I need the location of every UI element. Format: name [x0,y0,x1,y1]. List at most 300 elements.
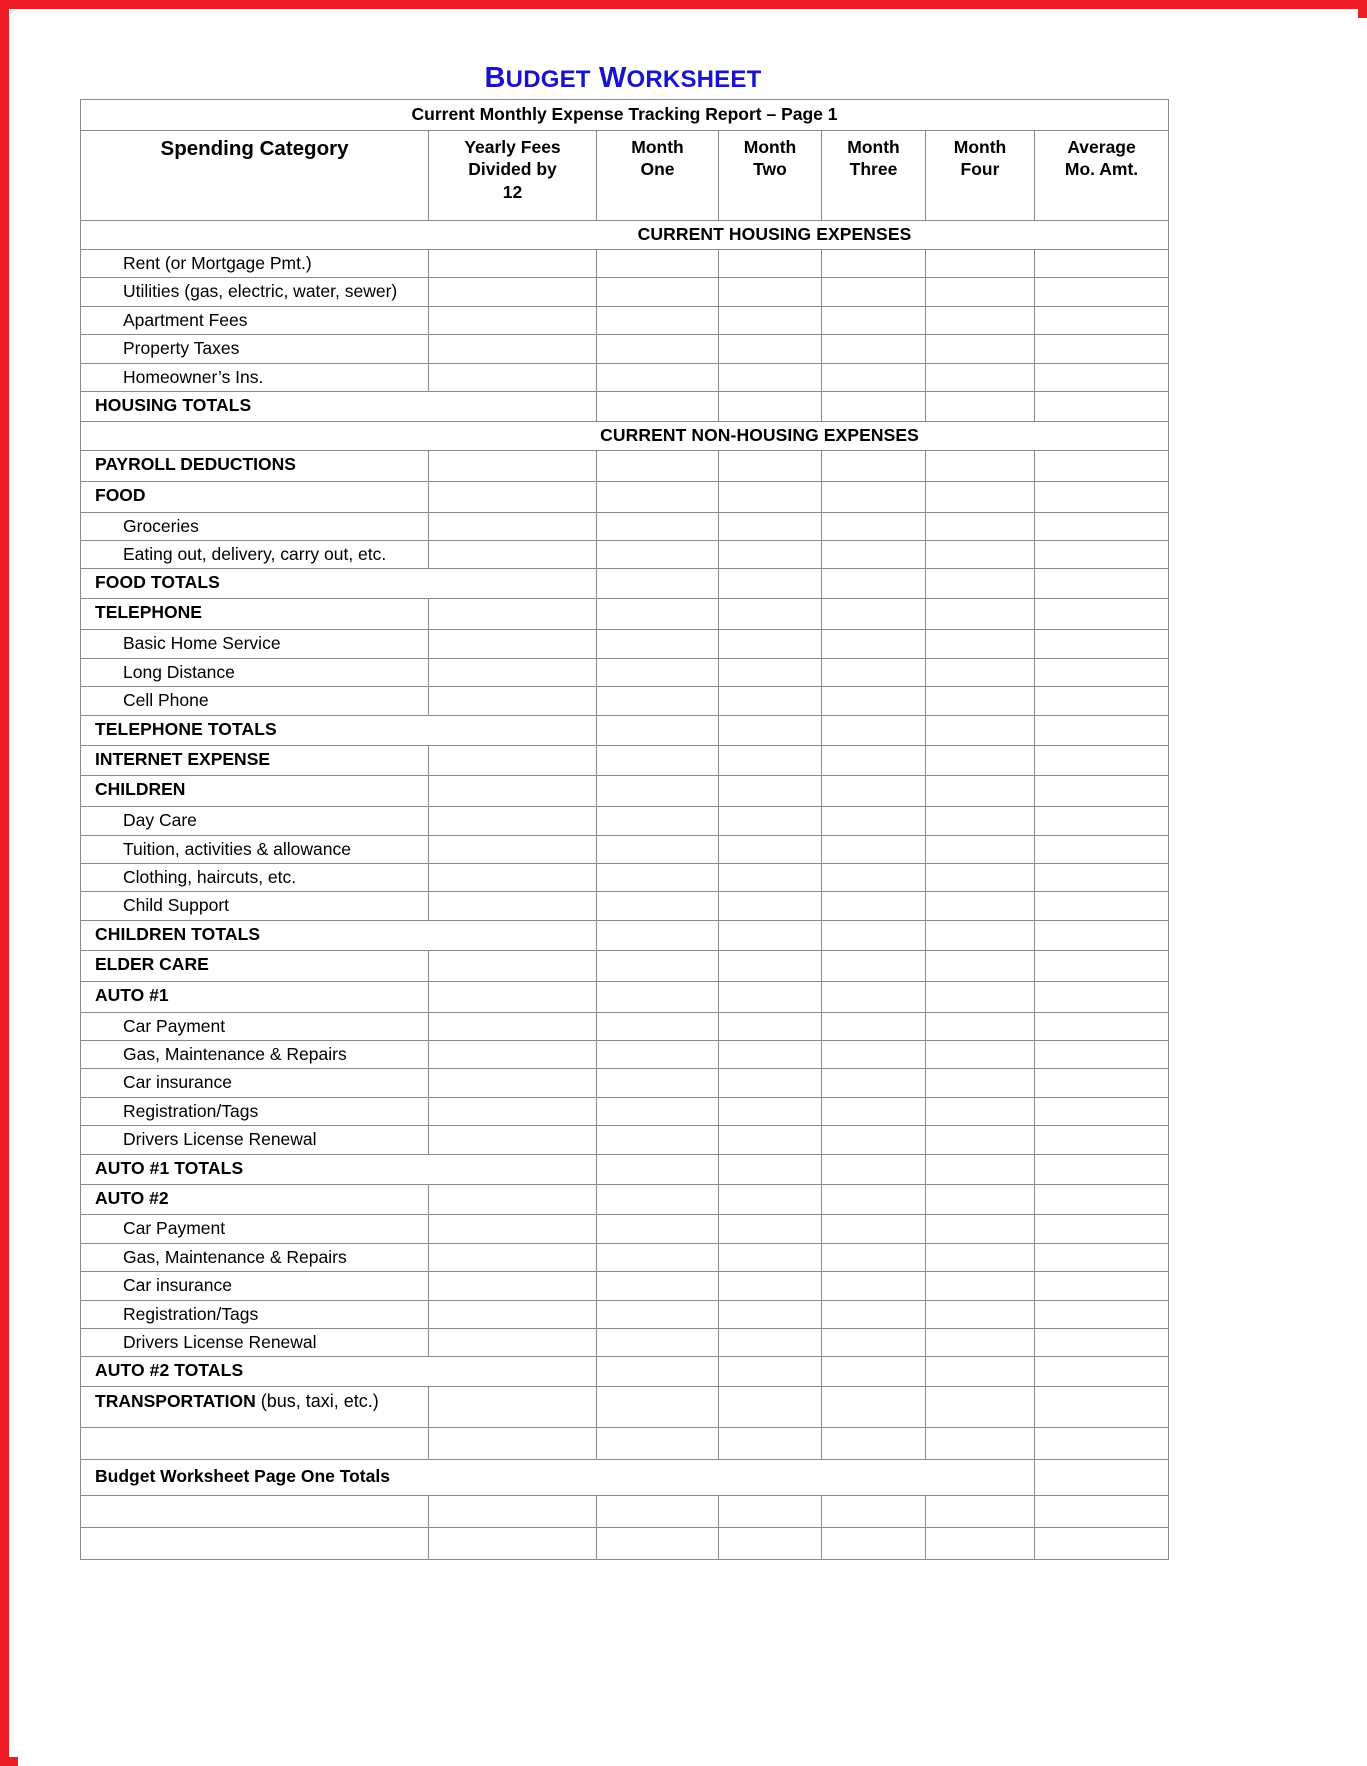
row-value-cell-3[interactable] [719,1387,822,1428]
row-value-cell-6[interactable] [1035,1040,1169,1068]
row-value-cell-6[interactable] [1035,450,1169,481]
row-value-cell-6[interactable] [1035,1097,1169,1125]
table-row-section-totals [81,1357,1169,1387]
row-value-cell-6[interactable] [1035,687,1169,715]
row-label: Apartment Fees [81,306,429,334]
table-row-item [81,687,1169,715]
row-value-cell-4[interactable] [822,835,926,863]
row-value-cell-5[interactable] [926,658,1035,686]
totals-value-cell-3[interactable] [822,715,926,745]
blank-value-cell-5[interactable] [926,1496,1035,1528]
row-label: ELDER CARE [81,950,429,981]
row-label: AUTO #2 [81,1184,429,1215]
row-value-cell-2[interactable] [597,1300,719,1328]
row-value-cell-5[interactable] [926,363,1035,391]
row-value-cell-1[interactable] [429,835,597,863]
row-value-cell-4[interactable] [822,481,926,512]
row-value-cell-3[interactable] [719,278,822,306]
row-value-cell-5[interactable] [926,745,1035,776]
row-value-cell-6[interactable] [1035,1300,1169,1328]
row-value-cell-1[interactable] [429,658,597,686]
row-value-cell-3[interactable] [719,776,822,807]
row-value-cell-3[interactable] [719,1328,822,1356]
row-value-cell-4[interactable] [822,1040,926,1068]
row-value-cell-5[interactable] [926,892,1035,920]
row-value-cell-2[interactable] [597,892,719,920]
row-value-cell-3[interactable] [719,981,822,1012]
row-label: Car insurance [81,1069,429,1097]
row-value-cell-2[interactable] [597,1126,719,1154]
row-value-cell-6[interactable] [1035,541,1169,569]
row-value-cell-5[interactable] [926,512,1035,540]
average-line1: Average [1067,137,1136,157]
row-value-cell-4[interactable] [822,687,926,715]
blank-value-cell-3[interactable] [719,1528,822,1560]
row-value-cell-3[interactable] [719,335,822,363]
row-value-cell-3[interactable] [719,1097,822,1125]
table-row-item [81,1215,1169,1243]
row-value-cell-3[interactable] [719,687,822,715]
row-value-cell-3[interactable] [719,1215,822,1243]
row-value-cell-3[interactable] [719,950,822,981]
row-value-cell-1[interactable] [429,1040,597,1068]
totals-value-cell-5[interactable] [1035,715,1169,745]
row-value-cell-6[interactable] [1035,776,1169,807]
column-header-month-four [926,131,1035,221]
row-value-cell-3[interactable] [719,745,822,776]
row-value-cell-1[interactable] [429,335,597,363]
table-row-section-totals [81,1154,1169,1184]
row-value-cell-6[interactable] [1035,335,1169,363]
row-value-cell-1[interactable] [429,599,597,630]
blank-value-cell-1[interactable] [429,1428,597,1460]
row-value-cell-5[interactable] [926,687,1035,715]
row-value-cell-4[interactable] [822,658,926,686]
row-value-cell-3[interactable] [719,450,822,481]
row-value-cell-2[interactable] [597,776,719,807]
totals-value-cell-5[interactable] [1035,920,1169,950]
blank-value-cell-1[interactable] [429,1528,597,1560]
row-value-cell-4[interactable] [822,1097,926,1125]
row-value-cell-5[interactable] [926,1040,1035,1068]
totals-value-cell-4[interactable] [926,920,1035,950]
row-value-cell-1[interactable] [429,1126,597,1154]
row-value-cell-4[interactable] [822,1069,926,1097]
row-value-cell-4[interactable] [822,363,926,391]
row-value-cell-1[interactable] [429,864,597,892]
row-value-cell-4[interactable] [822,630,926,658]
row-value-cell-4[interactable] [822,1300,926,1328]
row-value-cell-4[interactable] [822,807,926,835]
row-value-cell-2[interactable] [597,1097,719,1125]
totals-value-cell-2[interactable] [719,920,822,950]
table-row-column-headers [81,131,1169,221]
row-value-cell-6[interactable] [1035,1184,1169,1215]
table-row-item [81,864,1169,892]
table-row-section-totals [81,920,1169,950]
totals-value-cell-4[interactable] [926,1357,1035,1387]
report-banner: Current Monthly Expense Tracking Report – Page 1 [81,100,1169,131]
row-value-cell-6[interactable] [1035,950,1169,981]
row-value-cell-1[interactable] [429,250,597,278]
row-value-cell-2[interactable] [597,687,719,715]
row-value-cell-6[interactable] [1035,1069,1169,1097]
row-value-cell-2[interactable] [597,512,719,540]
row-value-cell-5[interactable] [926,599,1035,630]
blank-value-cell-1[interactable] [429,1496,597,1528]
row-value-cell-1[interactable] [429,1097,597,1125]
row-value-cell-1[interactable] [429,1387,597,1428]
row-value-cell-3[interactable] [719,1012,822,1040]
row-value-cell-5[interactable] [926,541,1035,569]
row-value-cell-5[interactable] [926,835,1035,863]
row-value-cell-5[interactable] [926,306,1035,334]
row-value-cell-3[interactable] [719,599,822,630]
row-value-cell-6[interactable] [1035,1126,1169,1154]
blank-value-cell-3[interactable] [719,1496,822,1528]
blank-value-cell-2[interactable] [597,1496,719,1528]
row-label-totals: HOUSING TOTALS [81,391,597,421]
blank-value-cell-5[interactable] [926,1428,1035,1460]
row-value-cell-5[interactable] [926,864,1035,892]
totals-value-cell-2[interactable] [719,391,822,421]
row-value-cell-4[interactable] [822,1184,926,1215]
row-value-cell-1[interactable] [429,481,597,512]
row-value-cell-5[interactable] [926,481,1035,512]
totals-value-cell-5[interactable] [1035,391,1169,421]
row-value-cell-1[interactable] [429,363,597,391]
totals-value-cell-4[interactable] [926,569,1035,599]
row-value-cell-3[interactable] [719,1243,822,1271]
totals-value-cell-5[interactable] [1035,569,1169,599]
table-row-section-totals [81,715,1169,745]
row-value-cell-1[interactable] [429,306,597,334]
row-label: Car Payment [81,1215,429,1243]
row-value-cell-1[interactable] [429,512,597,540]
row-value-cell-3[interactable] [719,512,822,540]
row-value-cell-2[interactable] [597,1243,719,1271]
row-value-cell-6[interactable] [1035,807,1169,835]
row-value-cell-6[interactable] [1035,512,1169,540]
blank-value-cell-4[interactable] [822,1496,926,1528]
totals-value-cell-3[interactable] [822,1154,926,1184]
group-label-suffix: (bus, taxi, etc.) [255,1391,379,1412]
blank-value-cell-4[interactable] [822,1528,926,1560]
totals-value-cell-1[interactable] [597,569,719,599]
budget-worksheet-table [80,99,1169,1560]
row-value-cell-5[interactable] [926,1126,1035,1154]
row-value-cell-5[interactable] [926,1300,1035,1328]
totals-value-cell-2[interactable] [719,1357,822,1387]
row-label-blank[interactable] [81,1528,429,1560]
row-value-cell-2[interactable] [597,306,719,334]
table-row-item [81,1069,1169,1097]
totals-value-cell-1[interactable] [597,1154,719,1184]
row-value-cell-2[interactable] [597,278,719,306]
row-label: Gas, Maintenance & Repairs [81,1243,429,1271]
table-row-nonhousing-banner [81,421,1169,450]
row-value-cell-1[interactable] [429,1243,597,1271]
row-value-cell-5[interactable] [926,1069,1035,1097]
row-value-cell-4[interactable] [822,745,926,776]
row-value-cell-2[interactable] [597,630,719,658]
totals-value-cell-3[interactable] [822,920,926,950]
row-value-cell-4[interactable] [822,981,926,1012]
row-value-cell-4[interactable] [822,599,926,630]
totals-value-cell-2[interactable] [719,715,822,745]
blank-value-cell-4[interactable] [822,1428,926,1460]
row-label: Property Taxes [81,335,429,363]
table-row-item [81,1272,1169,1300]
row-value-cell-3[interactable] [719,481,822,512]
row-value-cell-6[interactable] [1035,1328,1169,1356]
row-value-cell-4[interactable] [822,1012,926,1040]
row-value-cell-6[interactable] [1035,864,1169,892]
row-label: Utilities (gas, electric, water, sewer) [81,278,429,306]
page-title-w: W [598,62,627,94]
totals-value-cell-3[interactable] [822,391,926,421]
row-value-cell-1[interactable] [429,950,597,981]
row-value-cell-6[interactable] [1035,1012,1169,1040]
row-value-cell-4[interactable] [822,892,926,920]
row-label-blank[interactable] [81,1496,429,1528]
row-value-cell-6[interactable] [1035,892,1169,920]
row-value-cell-2[interactable] [597,541,719,569]
row-value-cell-1[interactable] [429,1012,597,1040]
row-value-cell-2[interactable] [597,864,719,892]
table-row-item [81,807,1169,835]
row-label: CHILDREN [81,776,429,807]
row-value-cell-2[interactable] [597,745,719,776]
row-value-cell-3[interactable] [719,1300,822,1328]
row-label: Homeowner’s Ins. [81,363,429,391]
row-value-cell-1[interactable] [429,1272,597,1300]
row-value-cell-1[interactable] [429,892,597,920]
row-value-cell-4[interactable] [822,864,926,892]
row-value-cell-6[interactable] [1035,363,1169,391]
row-value-cell-6[interactable] [1035,1243,1169,1271]
totals-value-cell-4[interactable] [926,715,1035,745]
blank-value-cell-3[interactable] [719,1428,822,1460]
row-value-cell-4[interactable] [822,776,926,807]
table-row-group-header [81,745,1169,776]
row-value-cell-2[interactable] [597,335,719,363]
row-value-cell-5[interactable] [926,981,1035,1012]
row-value-cell-5[interactable] [926,1012,1035,1040]
totals-value-cell-3[interactable] [822,569,926,599]
row-value-cell-1[interactable] [429,450,597,481]
row-value-cell-5[interactable] [926,776,1035,807]
row-value-cell-2[interactable] [597,1387,719,1428]
row-value-cell-1[interactable] [429,1069,597,1097]
row-value-cell-6[interactable] [1035,1215,1169,1243]
row-value-cell-2[interactable] [597,450,719,481]
table-row-item [81,335,1169,363]
row-value-cell-3[interactable] [719,363,822,391]
row-value-cell-1[interactable] [429,1215,597,1243]
row-value-cell-2[interactable] [597,950,719,981]
row-value-cell-5[interactable] [926,335,1035,363]
table-row-group-header [81,481,1169,512]
totals-value-cell-1[interactable] [597,920,719,950]
page-title-b: B [484,62,506,94]
row-value-cell-6[interactable] [1035,278,1169,306]
row-value-cell-1[interactable] [429,687,597,715]
row-value-cell-6[interactable] [1035,745,1169,776]
table-row-group-header [81,950,1169,981]
row-value-cell-5[interactable] [926,1097,1035,1125]
row-value-cell-5[interactable] [926,630,1035,658]
totals-value-cell-5[interactable] [1035,1357,1169,1387]
row-value-cell-3[interactable] [719,1272,822,1300]
row-value-cell-6[interactable] [1035,599,1169,630]
row-value-cell-6[interactable] [1035,630,1169,658]
row-value-cell-4[interactable] [822,1387,926,1428]
row-value-cell-2[interactable] [597,807,719,835]
row-value-cell-1[interactable] [429,1300,597,1328]
row-value-cell-2[interactable] [597,1040,719,1068]
row-value-cell-5[interactable] [926,278,1035,306]
month-four-line2: Four [960,159,1000,180]
totals-value-cell-4[interactable] [926,391,1035,421]
row-value-cell-5[interactable] [926,1387,1035,1428]
row-value-cell-3[interactable] [719,835,822,863]
row-value-cell-4[interactable] [822,541,926,569]
blank-value-cell-5[interactable] [926,1528,1035,1560]
row-value-cell-4[interactable] [822,250,926,278]
row-value-cell-2[interactable] [597,1184,719,1215]
row-value-cell-4[interactable] [822,1328,926,1356]
row-value-cell-3[interactable] [719,1040,822,1068]
row-value-cell-3[interactable] [719,541,822,569]
totals-value-cell-4[interactable] [926,1154,1035,1184]
totals-value-cell-1[interactable] [597,391,719,421]
row-value-cell-1[interactable] [429,745,597,776]
row-value-cell-3[interactable] [719,250,822,278]
row-value-cell-4[interactable] [822,1126,926,1154]
totals-value-cell-5[interactable] [1035,1154,1169,1184]
row-value-cell-1[interactable] [429,630,597,658]
row-value-cell-2[interactable] [597,1272,719,1300]
table-row-section-totals [81,569,1169,599]
row-value-cell-6[interactable] [1035,1272,1169,1300]
row-value-cell-4[interactable] [822,278,926,306]
row-value-cell-4[interactable] [822,1243,926,1271]
row-value-cell-6[interactable] [1035,250,1169,278]
blank-value-cell-2[interactable] [597,1528,719,1560]
row-value-cell-4[interactable] [822,512,926,540]
row-value-cell-5[interactable] [926,950,1035,981]
row-value-cell-4[interactable] [822,1272,926,1300]
table-row-group-header [81,1184,1169,1215]
row-value-cell-4[interactable] [822,306,926,334]
totals-value-cell-1[interactable] [597,1357,719,1387]
row-value-cell-6[interactable] [1035,306,1169,334]
row-value-cell-4[interactable] [822,335,926,363]
row-value-cell-4[interactable] [822,450,926,481]
row-value-cell-6[interactable] [1035,981,1169,1012]
row-value-cell-1[interactable] [429,776,597,807]
row-value-cell-2[interactable] [597,1328,719,1356]
row-value-cell-1[interactable] [429,807,597,835]
table-row-item [81,630,1169,658]
row-value-cell-6[interactable] [1035,835,1169,863]
totals-value-cell-3[interactable] [822,1357,926,1387]
month-three-line2: Three [849,159,898,180]
row-value-cell-4[interactable] [822,950,926,981]
row-value-cell-2[interactable] [597,363,719,391]
row-value-cell-5[interactable] [926,807,1035,835]
row-value-cell-1[interactable] [429,1184,597,1215]
blank-value-cell-2[interactable] [597,1428,719,1460]
row-value-cell-5[interactable] [926,1272,1035,1300]
row-value-cell-5[interactable] [926,1243,1035,1271]
row-value-cell-2[interactable] [597,250,719,278]
totals-value-cell-2[interactable] [719,569,822,599]
row-value-cell-2[interactable] [597,1069,719,1097]
row-value-cell-1[interactable] [429,981,597,1012]
row-value-cell-2[interactable] [597,981,719,1012]
row-value-cell-2[interactable] [597,481,719,512]
table-row-housing-banner [81,221,1169,250]
row-label-blank[interactable] [81,1428,429,1460]
row-value-cell-3[interactable] [719,1126,822,1154]
row-value-cell-4[interactable] [822,1215,926,1243]
row-value-cell-1[interactable] [429,278,597,306]
row-value-cell-2[interactable] [597,1012,719,1040]
row-value-cell-2[interactable] [597,599,719,630]
row-value-cell-5[interactable] [926,250,1035,278]
table-row-item [81,1097,1169,1125]
totals-value-cell-1[interactable] [597,715,719,745]
row-value-cell-5[interactable] [926,1328,1035,1356]
blank-value-cell-6[interactable] [1035,1528,1169,1560]
row-value-cell-1[interactable] [429,1328,597,1356]
month-two-line2: Two [753,159,787,180]
row-value-cell-2[interactable] [597,835,719,863]
row-value-cell-2[interactable] [597,658,719,686]
row-value-cell-6[interactable] [1035,658,1169,686]
row-value-cell-6[interactable] [1035,481,1169,512]
row-value-cell-3[interactable] [719,306,822,334]
totals-value-cell-2[interactable] [719,1154,822,1184]
table-row-item [81,250,1169,278]
row-value-cell-6[interactable] [1035,1387,1169,1428]
row-value-cell-3[interactable] [719,807,822,835]
row-value-cell-5[interactable] [926,1184,1035,1215]
page-totals-value-cell-1[interactable] [1035,1460,1169,1496]
blank-value-cell-6[interactable] [1035,1428,1169,1460]
row-value-cell-5[interactable] [926,450,1035,481]
blank-value-cell-6[interactable] [1035,1496,1169,1528]
row-value-cell-2[interactable] [597,1215,719,1243]
row-label: Eating out, delivery, carry out, etc. [81,541,429,569]
table-row-page-totals [81,1460,1169,1496]
row-value-cell-3[interactable] [719,630,822,658]
table-row-group-header [81,776,1169,807]
row-value-cell-3[interactable] [719,864,822,892]
row-value-cell-3[interactable] [719,1184,822,1215]
row-value-cell-3[interactable] [719,892,822,920]
column-header-month-two [719,131,822,221]
row-value-cell-1[interactable] [429,541,597,569]
page-title [18,62,1228,95]
month-two-line1: Month [743,137,797,157]
table-row-item [81,1300,1169,1328]
row-value-cell-3[interactable] [719,1069,822,1097]
row-value-cell-5[interactable] [926,1215,1035,1243]
row-value-cell-3[interactable] [719,658,822,686]
